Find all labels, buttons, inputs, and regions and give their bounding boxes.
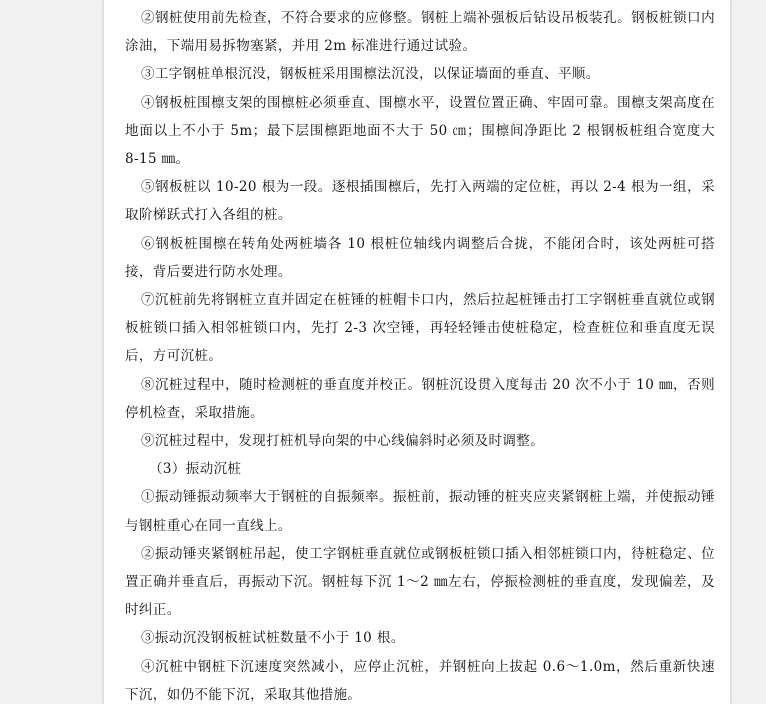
paragraph-pile-grouping: ⑤钢板桩以 10-20 根为一段。逐根插围檩后，先打入两端的定位桩，再以 2-4 根为一组，采取阶梯跃式打入各组的桩。 <box>125 179 715 224</box>
paragraph-guide-frame-adjust: ⑨沉桩过程中，发现打桩机导向架的中心线偏斜时必须及时调整。 <box>141 433 545 450</box>
section-heading-vibration-sinking: （3）振动沉桩 <box>149 461 242 478</box>
paragraph-purlin-support: ④钢板桩围檩支架的围檩桩必须垂直、围檩水平，设置位置正确、牢固可靠。围檩支架高度在地面以上不小于 5m；最下层围檩距地面不大于 50 ㎝；围檩间净距比 2 根钢板桩组合宽度大 8-15 ㎜。 <box>125 94 715 168</box>
paragraph-corner-closure: ⑥钢板桩围檩在转角处两桩墙各 10 根桩位轴线内调整后合拢，不能闭合时，该处两桩可搭接，背后要进行防水处理。 <box>125 235 715 280</box>
document-body <box>125 4 715 704</box>
paragraph-sinking-speed: ④沉桩中钢桩下沉速度突然减小，应停止沉桩，并钢桩向上拔起 0.6～1.0m，然后重新快速下沉，如仍不能下沉，采取其他措施。 <box>125 658 715 703</box>
paragraph-vibration-clamping: ②振动锤夹紧钢桩吊起，使工字钢桩垂直就位或钢板桩锁口插入相邻桩锁口内，待桩稳定、位置正确并垂直后，再振动下沉。钢桩每下沉 1～2 ㎜左右，停振检测桩的垂直度，发现偏差，及时纠正。 <box>125 545 715 619</box>
paragraph-verticality-check: ⑧沉桩过程中，随时检测桩的垂直度并校正。钢桩沉设贯入度每击 20 次不小于 10 ㎜，否则停机检查，采取措施。 <box>125 376 715 421</box>
paragraph-pile-positioning: ⑦沉桩前先将钢桩立直并固定在桩锤的桩帽卡口内，然后拉起桩锤击打工字钢桩垂直就位或钢板桩锁口插入相邻桩锁口内，先打 2-3 次空锤，再轻轻锤击使桩稳定，检查桩位和垂直度无误后，方可沉桩。 <box>125 292 715 365</box>
document-page[interactable] <box>104 0 730 704</box>
paragraph-test-pile-count: ③振动沉没钢板桩试桩数量不小于 10 根。 <box>141 630 405 647</box>
paragraph-steel-pile-inspection: ②钢桩使用前先检查，不符合要求的应修整。钢桩上端补强板后钻设吊板装孔。钢板桩锁口内涂油，下端用易拆物塞紧，并用 2m 标准进行通过试验。 <box>125 10 715 55</box>
paragraph-vibration-frequency: ①振动锤振动频率大于钢桩的自振频率。振桩前，振动锤的桩夹应夹紧钢桩上端，并使振动锤与钢桩重心在同一直线上。 <box>125 489 715 534</box>
paragraph-single-pile-sinking: ③工字钢桩单根沉没，钢板桩采用围檩法沉没，以保证墙面的垂直、平顺。 <box>141 66 600 83</box>
